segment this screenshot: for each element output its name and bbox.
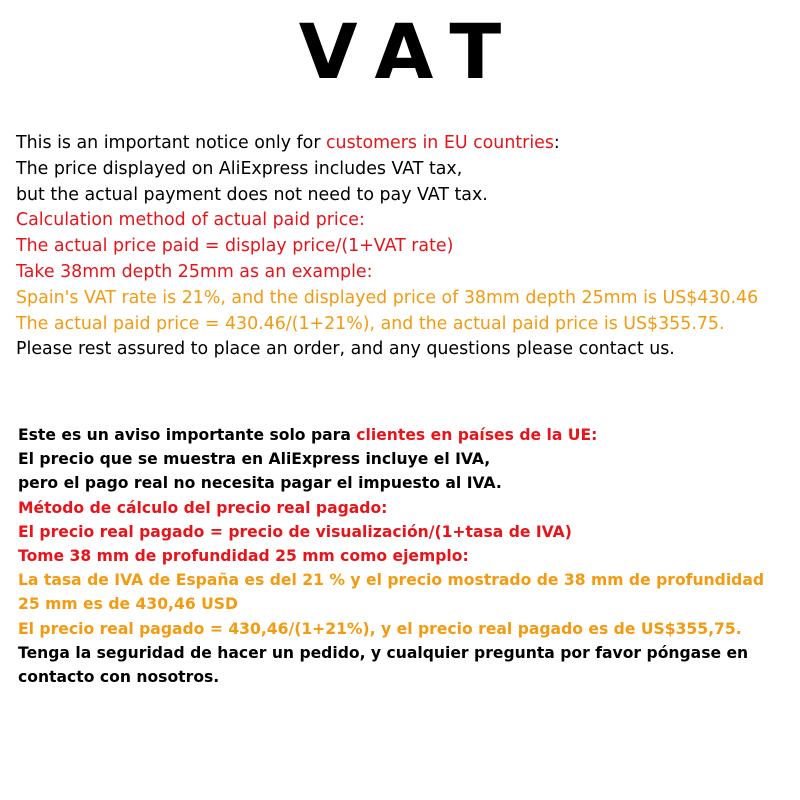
spanish-notice <box>18 423 788 689</box>
spanish-calculation-heading: Método de cálculo del precio real pagado: <box>18 498 388 517</box>
spanish-line-1-prefix: Este es un aviso importante solo para <box>18 426 357 444</box>
english-line-1 <box>16 131 796 157</box>
spanish-highlight-eu-customers: clientes en países de la UE: <box>356 426 598 444</box>
english-example-heading: Take 38mm depth 25mm as an example: <box>16 261 373 282</box>
english-line-3: but the actual payment does not need to pay VAT tax. <box>16 184 488 205</box>
spanish-example-heading: Tome 38 mm de profundidad 25 mm como ejemplo: <box>18 547 469 566</box>
english-line-1-prefix: This is an important notice only for <box>16 133 326 153</box>
english-highlight-eu-customers: customers in EU countries <box>326 133 554 153</box>
english-example-rate: Spain's VAT rate is 21%, and the displayed price of 38mm depth 25mm is US$430.46 <box>16 287 759 308</box>
english-closing: Please rest assured to place an order, and any questions please contact us. <box>16 339 675 360</box>
spanish-example-rate: La tasa de IVA de España es del 21 % y el precio mostrado de 38 mm de profundidad 25 mm es de 430,46 USD <box>18 571 765 614</box>
english-formula: The actual price paid = display price/(1+VAT rate) <box>16 236 454 257</box>
spanish-line-1 <box>18 423 788 447</box>
english-line-2: The price displayed on AliExpress includes VAT tax, <box>16 158 463 179</box>
english-calculation-heading: Calculation method of actual paid price: <box>16 210 365 231</box>
spanish-example-result: El precio real pagado = 430,46/(1+21%), y el precio real pagado es de US$355,75. <box>18 619 742 638</box>
page-title: VAT <box>298 7 524 96</box>
spanish-closing: Tenga la seguridad de hacer un pedido, y cualquier pregunta por favor póngase en contacto con nosotros. <box>18 643 749 687</box>
spanish-line-2: El precio que se muestra en AliExpress incluye el IVA, <box>18 450 491 469</box>
english-line-1-suffix: : <box>553 133 560 153</box>
english-notice <box>16 131 796 363</box>
spanish-line-3: pero el pago real no necesita pagar el impuesto al IVA. <box>18 474 502 493</box>
english-example-result: The actual paid price = 430.46/(1+21%), and the actual paid price is US$355.75. <box>16 313 725 334</box>
spanish-formula: El precio real pagado = precio de visualización/(1+tasa de IVA) <box>18 522 572 541</box>
